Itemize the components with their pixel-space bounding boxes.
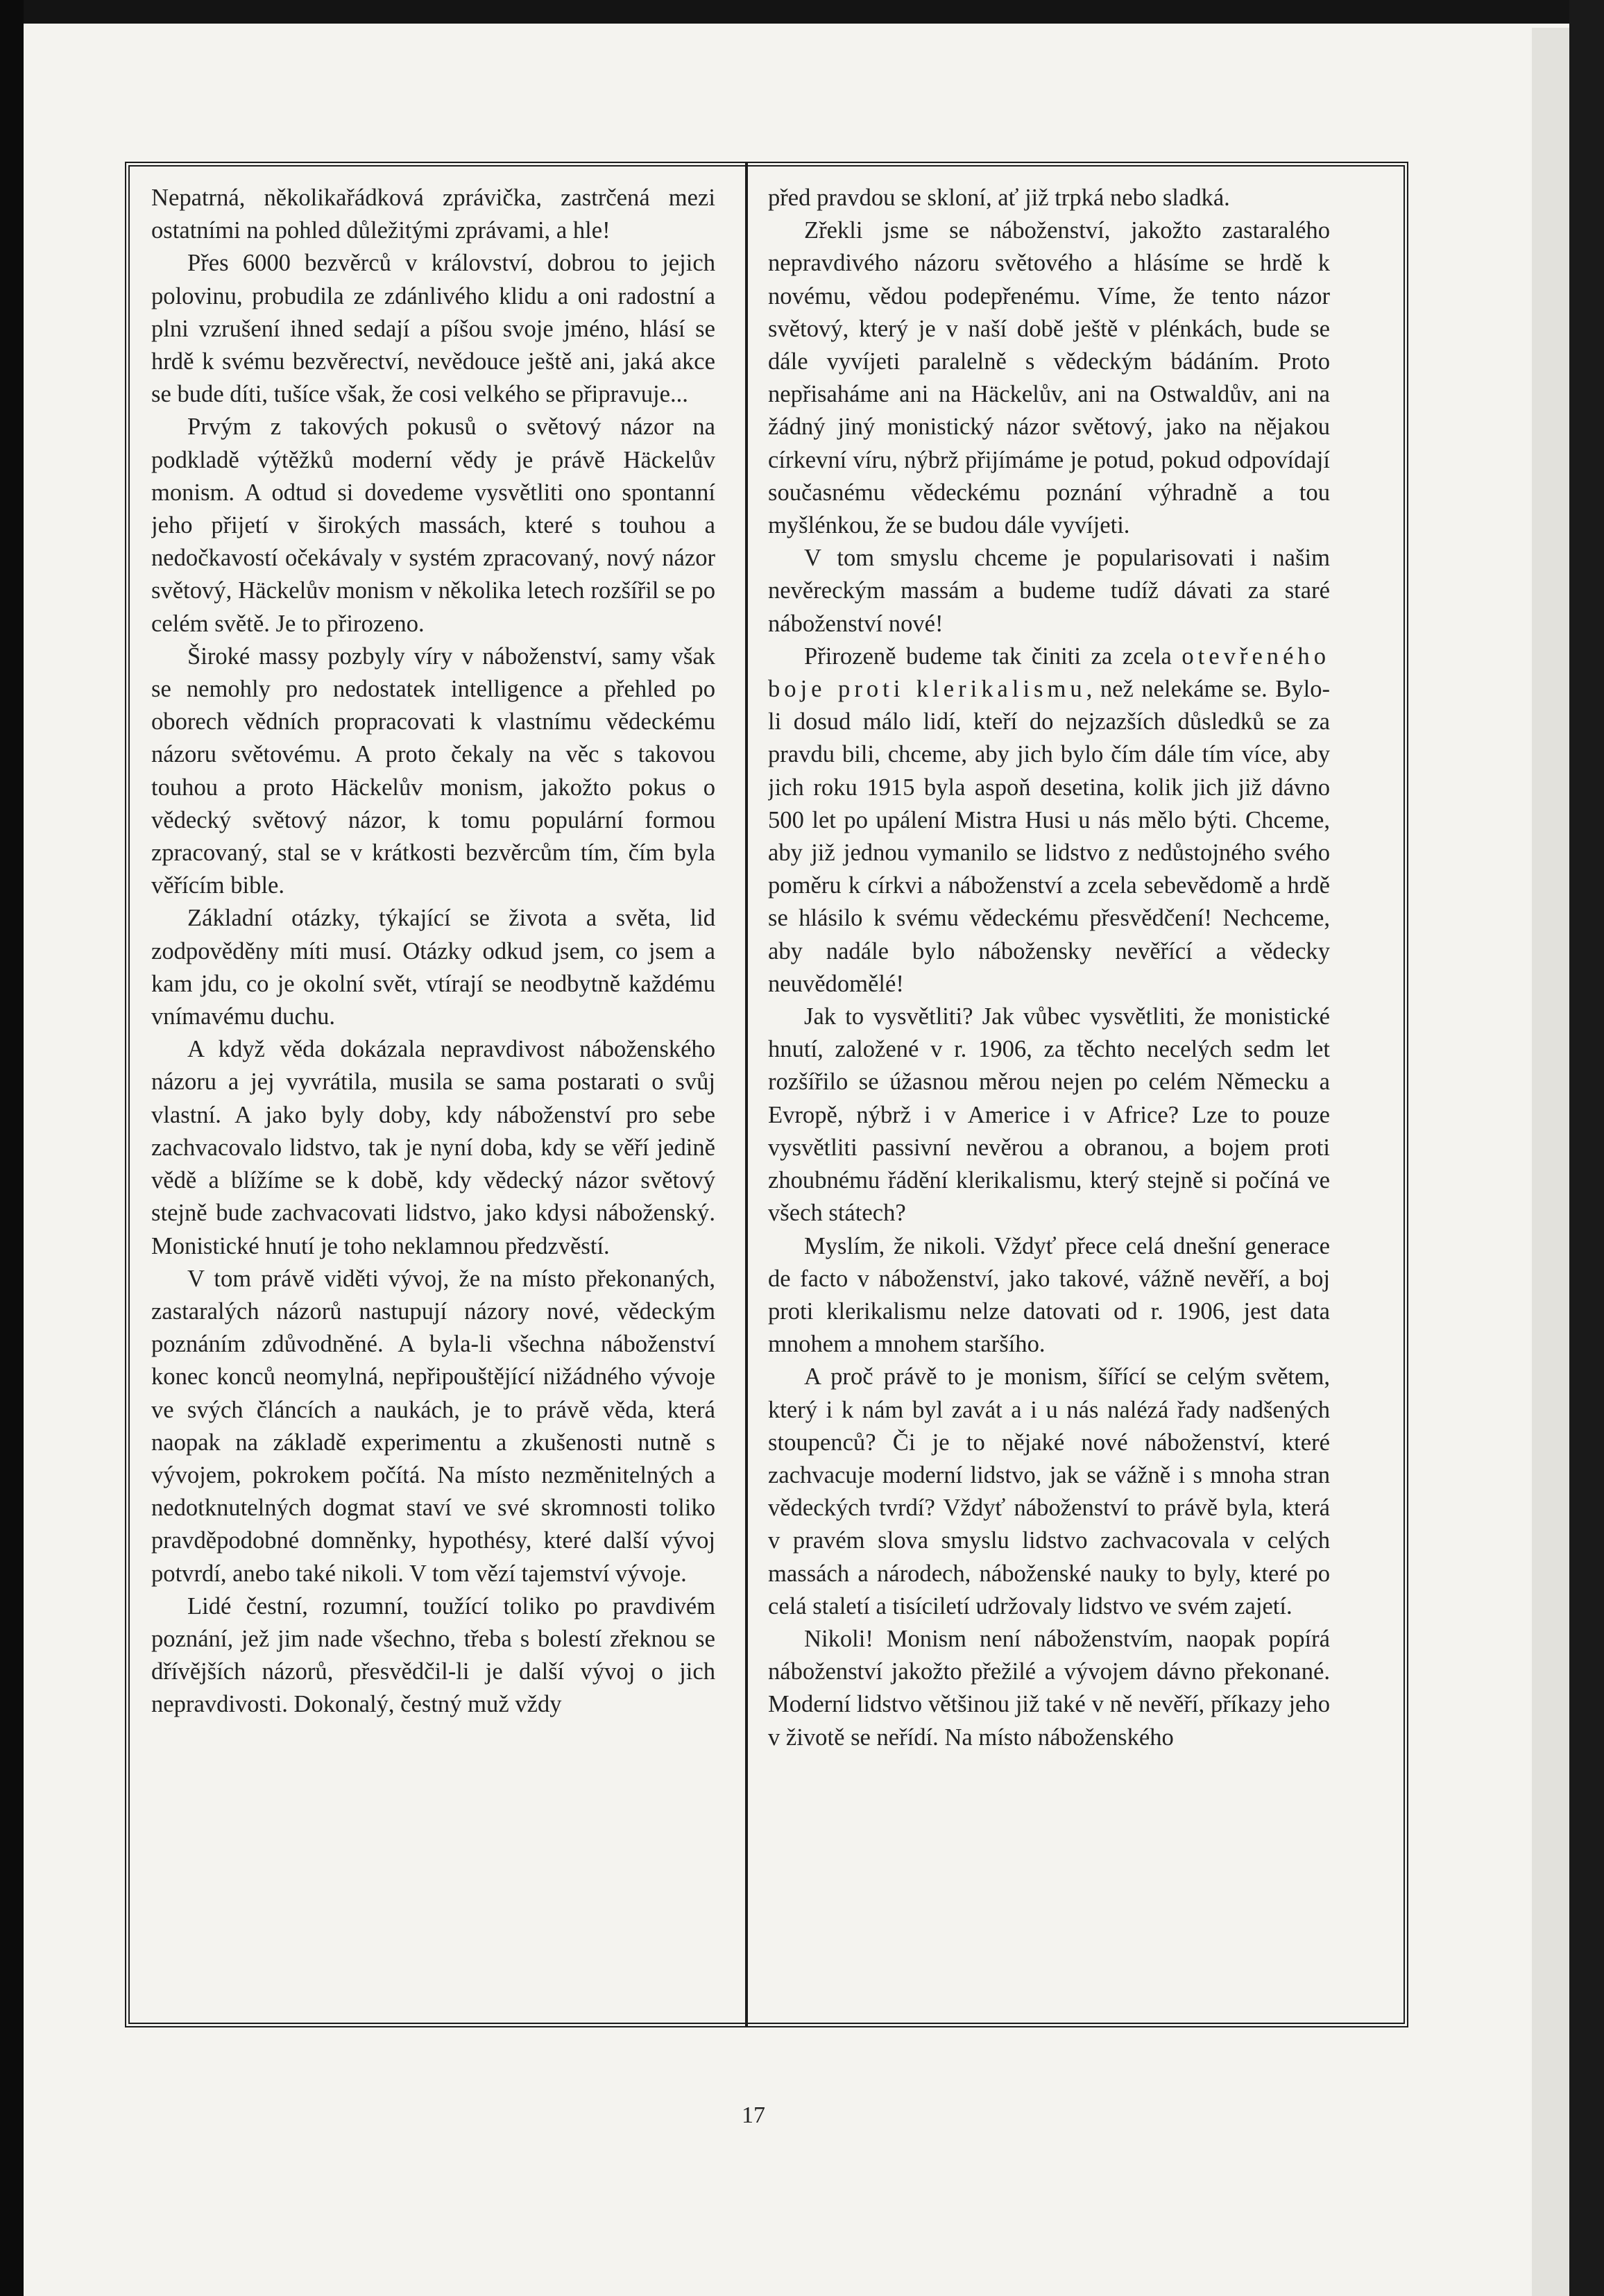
spaced-emphasis: otevřeného boje proti klerikalismu xyxy=(768,643,1330,703)
paragraph: před pravdou se skloní, ať již trpká nebo sladká. xyxy=(768,185,1230,211)
left-column xyxy=(151,182,715,2014)
paragraph: Prvým z takových pokusů o světový názor na podkladě výtěžků moderní vědy je právě Häckelův monism. A odtud si dovedeme vysvětliti ono spontanní jeho přijetí v širokých massách, které s touhou a nedočkavostí očekávaly v systém zpracovaný, nový názor světový, Häckelův monism v několika letech rozšířil se po celém světě. Je to přirozeno. xyxy=(151,414,715,637)
paragraph: V tom smyslu chceme je popularisovati i našim nevěreckým massám a budeme tudíž dávati za staré náboženství nové! xyxy=(768,545,1330,637)
paragraph: Jak to vysvětliti? Jak vůbec vysvětliti, že monistické hnutí, založené v r. 1906, za těchto necelých sedm let rozšířilo se úžasnou měrou nejen po celém Německu a Evropě, nýbrž i v Americe i v Africe? Lze to pouze vysvětliti passivní nevěrou a obranou, a bojem proti zhoubnému řádění klerikalismu, který stejně si počíná ve všech státech? xyxy=(768,1003,1330,1227)
paragraph: Myslím, že nikoli. Vždyť přece celá dnešní generace de facto v náboženství, jako takové, vážně nevěří, a boj proti klerikalismu nelze datovati od r. 1906, jest data mnohem a mnohem staršího. xyxy=(768,1232,1330,1358)
paragraph-spaced-emphasis xyxy=(768,640,1330,1001)
paragraph: Nepatrná, několikařádková zprávička, zastrčená mezi ostatními na pohled důležitými zprávami, a hle! xyxy=(151,185,715,244)
scan-right-edge xyxy=(1569,0,1604,2296)
text-run: Přirozeně budeme tak činiti za zcela xyxy=(804,643,1182,670)
paragraph: Nikoli! Monism není náboženstvím, naopak popírá náboženství jakožto přežilé a vývojem dávno překonané. Moderní lidstvo většinou již také v ně nevěří, příkazy jeho v životě se neřídí. Na místo náboženského xyxy=(768,1625,1330,1751)
paragraph: Široké massy pozbyly víry v náboženství, samy však se nemohly pro nedostatek intelligence a přehled po oborech vědních propracovati k vlastnímu vědeckému názoru světovému. A proto čekaly na věc s takovou touhou a proto Häckelův monism, jakožto pokus o vědecký světový názor, k tomu populární formou zpracovaný, stal se v krátkosti bezvěrcům tím, čím byla věřícím bible. xyxy=(151,643,715,899)
paragraph: V tom právě viděti vývoj, že na místo překonaných, zastaralých názorů nastupují názory nové, vědeckým poznáním zdůvodněné. A byla-li všechna náboženství konec konců neomylná, nepřipouštějící nižádného vývoje ve svých článcích a naukách, je to právě věda, která naopak na základě experimentu a zkušenosti nutně s vývojem, pokrokem počítá. Na místo nezměnitelných a nedotknutelných dogmat staví ve své skromnosti toliko pravděpodobné domněnky, hypothésy, které další vývoj potvrdí, anebo také nikoli. V tom vězí tajemství vývoje. xyxy=(151,1265,715,1587)
paragraph: A když věda dokázala nepravdivost náboženského názoru a jej vyvrátila, musila se sama postarati o svůj vlastní. A jako byly doby, kdy náboženství pro sebe zachvacovalo lidstvo, tak je nyní doba, kdy se věří jedině vědě a blížíme se k době, kdy vědecký názor světový stejně bude zachvacovati lidstvo, jako kdysi náboženský. Monistické hnutí je toho neklamnou předzvěstí. xyxy=(151,1036,715,1259)
paragraph: A proč právě to je monism, šířící se celým světem, který i k nám byl zavát a i u nás nalézá řady nadšených stoupenců? Či je to nějaké nové náboženství, které zachvacuje moderní lidstvo, jak se vážně i s mnoha stran vědeckých tvrdí? Vždyť náboženství to právě byla, která v pravém slova smyslu lidstvo zachvacovala v celých massách a národech, náboženské nauky to byly, které po celá staletí a tisíciletí udržovaly lidstvo ve svém zajetí. xyxy=(768,1363,1330,1619)
scan-left-edge xyxy=(0,0,24,2296)
page-number: 17 xyxy=(742,2102,765,2128)
paragraph: Základní otázky, týkající se života a světa, lid zodpověděny míti musí. Otázky odkud jsem, co jsem a kam jdu, co je okolní svět, vtírají se neodbytně každému vnímavému duchu. xyxy=(151,905,715,1030)
paragraph: Přes 6000 bezvěrců v království, dobrou to jejich polovinu, probudila ze zdánlivého klidu a oni radostní a plni vzrušení ihned sedají a píšou svoje jméno, hlásí se hrdě k svému bezvěrectví, nevědouce ještě ani, jaká akce se bude díti, tušíce však, že cosi velkého se připravuje... xyxy=(151,250,715,408)
paragraph: Lidé čestní, rozumní, toužící toliko po pravdivém poznání, jež jim nade všechno, třeba s bolestí zřeknou se dřívějších názorů, přesvědčil-li je další vývoj o jich nepravdivosti. Dokonalý, čestný muž vždy xyxy=(151,1592,715,1718)
right-column xyxy=(768,182,1330,2014)
column-divider xyxy=(745,162,748,2027)
next-page-edge xyxy=(1532,28,1569,2296)
paragraph: Zřekli jsme se náboženství, jakožto zastaralého nepravdivého názoru světového a hlásíme se hrdě k novému, vědou podepřenému. Víme, že tento názor světový, který je v naší době ještě v plénkách, bude se dále vyvíjeti paralelně s vědeckým bádáním. Proto nepřisaháme ani na Häckelův, ani na Ostwaldův, ani na žádný jiný monistický názor světový, jako na nějakou církevní víru, nýbrž přijímáme je potud, pokud odpovídají současnému vědeckému poznání výhradně a tou myšlénkou, že se budou dále vyvíjeti. xyxy=(768,217,1330,539)
text-run: , než nelekáme se. Bylo-li dosud málo lidí, kteří do nejzazších důsledků se za pravdu bili, chceme, aby jich bylo čím dále tím více, aby jich roku 1915 byla aspoň desetina, kolik jich již dávno 500 let po upálení Mistra Husi u nás mělo býti. Chceme, aby již jednou vymanilo se lidstvo z nedůstojného svého poměru k církvi a náboženství a zcela sebevědomě a hrdě se hlásilo k svému vědeckému přesvědčení! Nechceme, aby nadále bylo nábožensky nevěřící a vědecky neuvědomělé! xyxy=(768,676,1330,997)
